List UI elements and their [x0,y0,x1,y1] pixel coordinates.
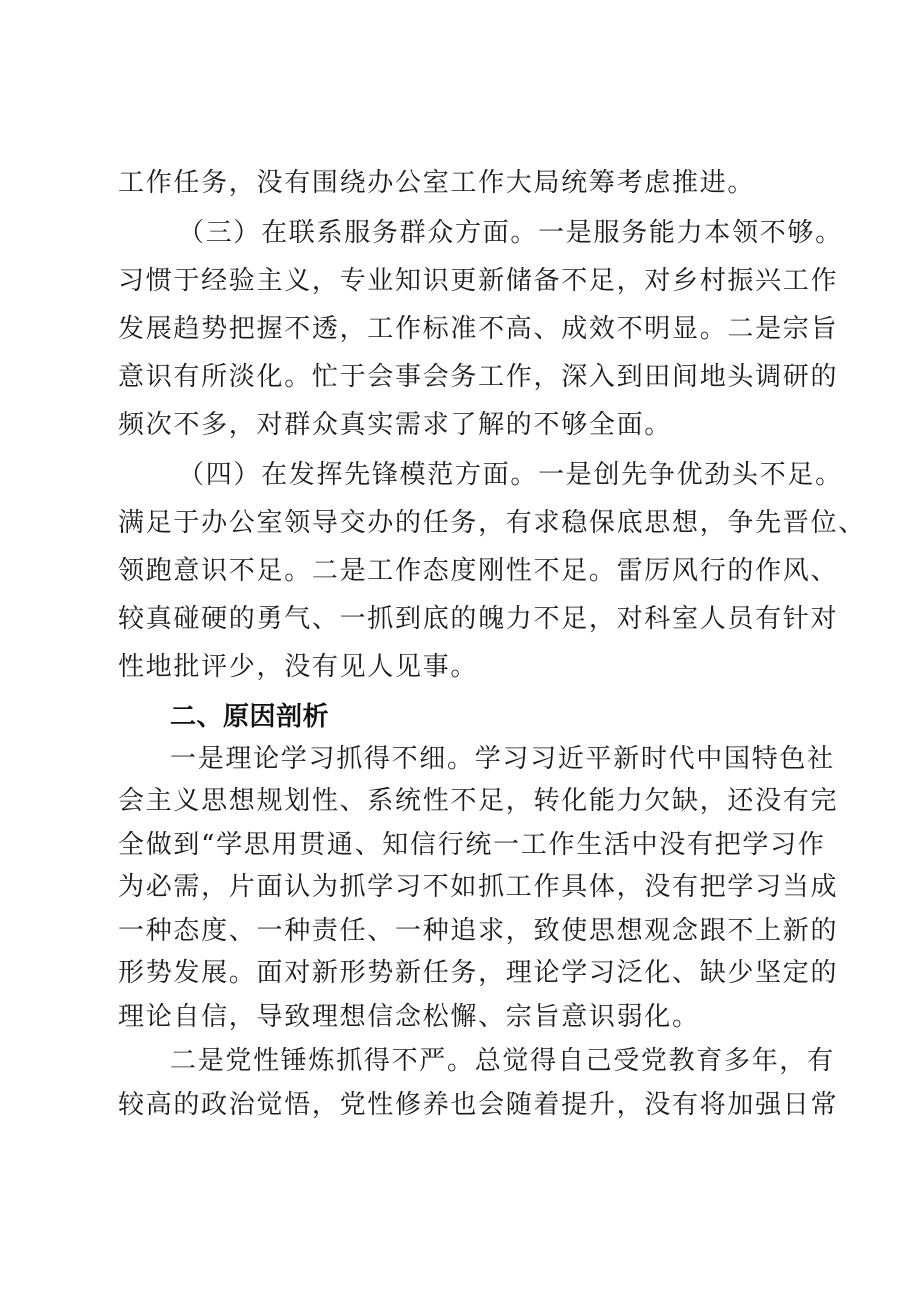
paragraph-line: 满足于办公室领导交办的任务，有求稳保底思想，争先晋位、 [118,508,866,538]
paragraph-line: 较真碰硬的勇气、一抓到底的魄力不足，对科室人员有针对 [118,604,839,634]
section-four-paragraph-start: （四）在发挥先锋模范方面。一是创先争优劲头不足。 [178,460,843,490]
paragraph-line: 一是理论学习抓得不细。学习习近平新时代中国特色社 [170,744,835,774]
section-three-paragraph-start: （三）在联系服务群众方面。一是服务能力本领不够。 [178,218,843,248]
paragraph-line: 较高的政治觉悟，党性修养也会随着提升，没有将加强日常 [118,1090,839,1120]
paragraph-line: 理论自信，导致理想信念松懈、宗旨意识弱化。 [118,1002,700,1032]
paragraph-line: 形势发展。面对新形势新任务，理论学习泛化、缺少坚定的 [118,958,839,988]
paragraph-line: 性地批评少，没有见人见事。 [118,652,479,682]
paragraph-line: 全做到“学思用贯通、知信行统一工作生活中没有把学习作 [118,830,826,860]
paragraph-line: 会主义思想规划性、系统性不足，转化能力欠缺，还没有完 [118,786,839,816]
section-heading: 二、原因剖析 [170,702,330,732]
paragraph-line: 二是党性锤炼抓得不严。总觉得自己受党教育多年，有 [170,1046,835,1076]
paragraph-line: 为必需，片面认为抓学习不如抓工作具体，没有把学习当成 [118,872,839,902]
paragraph-line: 一种态度、一种责任、一种追求，致使思想观念跟不上新的 [118,916,839,946]
paragraph-line: 工作任务，没有围绕办公室工作大局统筹考虑推进。 [118,168,756,198]
paragraph-line: 习惯于经验主义，专业知识更新储备不足，对乡村振兴工作 [118,266,839,296]
paragraph-line: 意识有所淡化。忙于会事会务工作，深入到田间地头调研的 [118,362,839,392]
paragraph-line: 领跑意识不足。二是工作态度刚性不足。雷厉风行的作风、 [118,556,839,586]
paragraph-line: 频次不多，对群众真实需求了解的不够全面。 [118,410,673,440]
paragraph-line: 发展趋势把握不透，工作标准不高、成效不明显。二是宗旨 [118,314,839,344]
